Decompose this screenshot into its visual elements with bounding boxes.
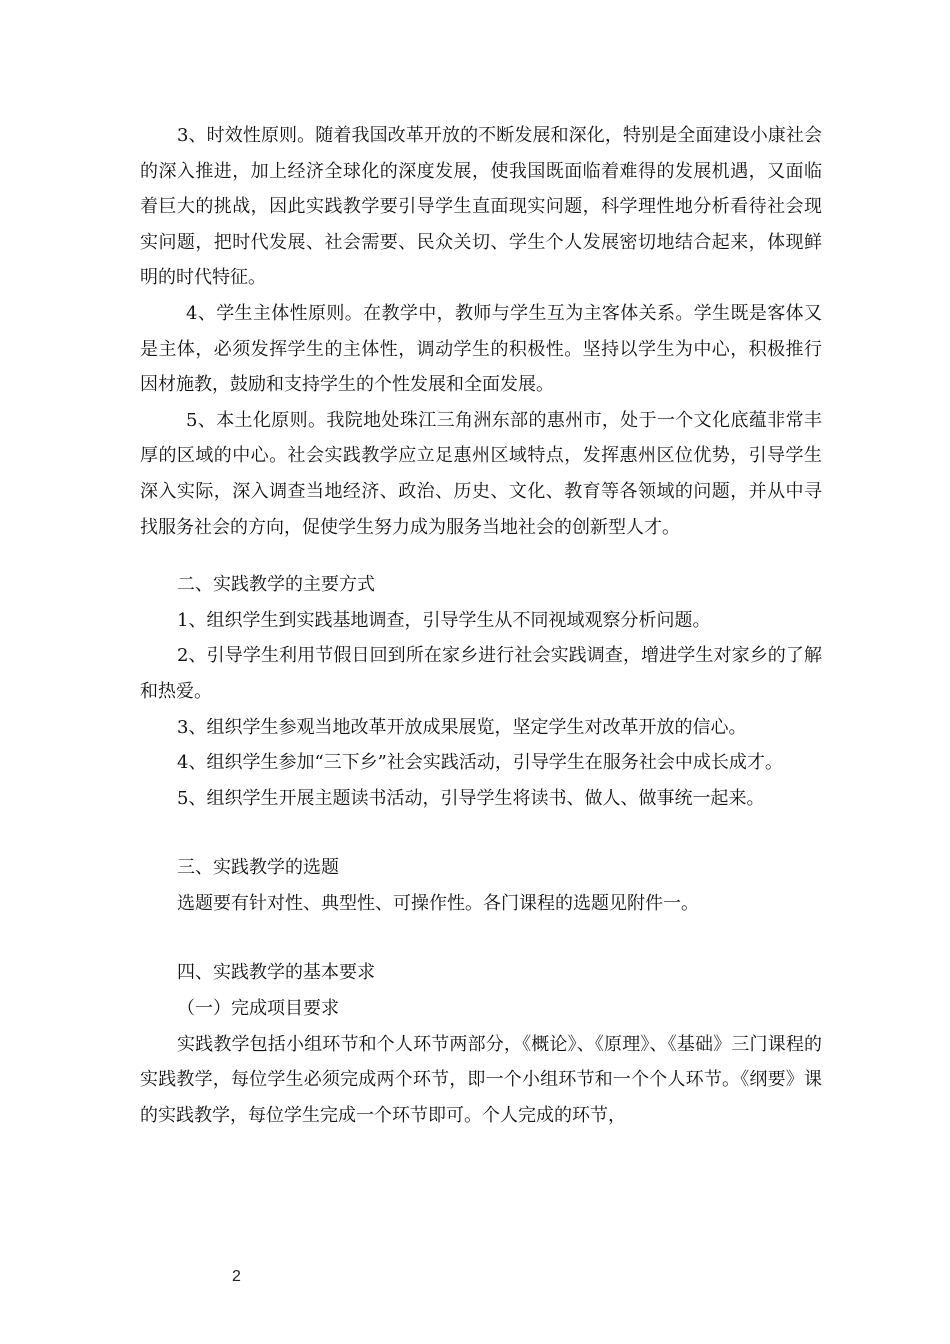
section-spacer: [140, 816, 822, 850]
section-spacer: [140, 921, 822, 955]
method-item-1: 1、组织学生到实践基地调查，引导学生从不同视域观察分析问题。: [177, 609, 711, 631]
principle-3-paragraph: 3、时效性原则。随着我国改革开放的不断发展和深化，特别是全面建设小康社会的深入推进，加上经济全球化的深度发展，使我国既面临着难得的发展机遇，又面临着巨大的挑战，因此实践教学要引导学生直面现实问题，科学理性地分析看待社会现实问题，把时代发展、社会需要、民众关切、学生个人发展密切地结合起来，体现鲜明的时代特征。: [140, 125, 822, 289]
section-heading-methods: 二、实践教学的主要方式: [177, 574, 375, 596]
method-item-4: 4、组织学生参加“三下乡”社会实践活动，引导学生在服务社会中成长成才。: [177, 752, 783, 774]
topics-paragraph: 选题要有针对性、典型性、可操作性。各门课程的选题见附件一。: [177, 892, 699, 914]
method-item-5: 5、组织学生开展主题读书活动，引导学生将读书、做人、做事统一起来。: [177, 787, 765, 809]
document-body: [140, 118, 822, 1133]
section-spacer: [140, 545, 822, 567]
section-heading-topics: 三、实践教学的选题: [177, 857, 339, 879]
method-item-3: 3、组织学生参观当地改革开放成果展览，坚定学生对改革开放的信心。: [177, 716, 747, 738]
section-heading-requirements: 四、实践教学的基本要求: [177, 962, 375, 984]
requirements-paragraph: 实践教学包括小组环节和个人环节两部分，《概论》、《原理》、《基础》三门课程的实践教学，每位学生必须完成两个环节，即一个小组环节和一个个人环节。《纲要》课的实践教学，每位学生完成一个环节即可。个人完成的环节，: [140, 1033, 822, 1126]
principle-4-paragraph: 4、学生主体性原则。在教学中，教师与学生互为主客体关系。学生既是客体又是主体，必须发挥学生的主体性，调动学生的积极性。坚持以学生为中心，积极推行因材施教，鼓励和支持学生的个性发展和全面发展。: [140, 302, 822, 396]
subsection-heading-project-requirements: （一）完成项目要求: [177, 998, 339, 1020]
method-item-2: 2、引导学生利用节假日回到所在家乡进行社会实践调查，增进学生对家乡的了解和热爱。: [140, 645, 822, 702]
principle-5-paragraph: 5、本土化原则。我院地处珠江三角洲东部的惠州市，处于一个文化底蕴非常丰厚的区域的中心。社会实践教学应立足惠州区域特点，发挥惠州区位优势，引导学生深入实际，深入调查当地经济、政治、历史、文化、教育等各领域的问题，并从中寻找服务社会的方向，促使学生努力成为服务当地社会的创新型人才。: [140, 409, 822, 538]
page-number: 2: [232, 1268, 241, 1285]
